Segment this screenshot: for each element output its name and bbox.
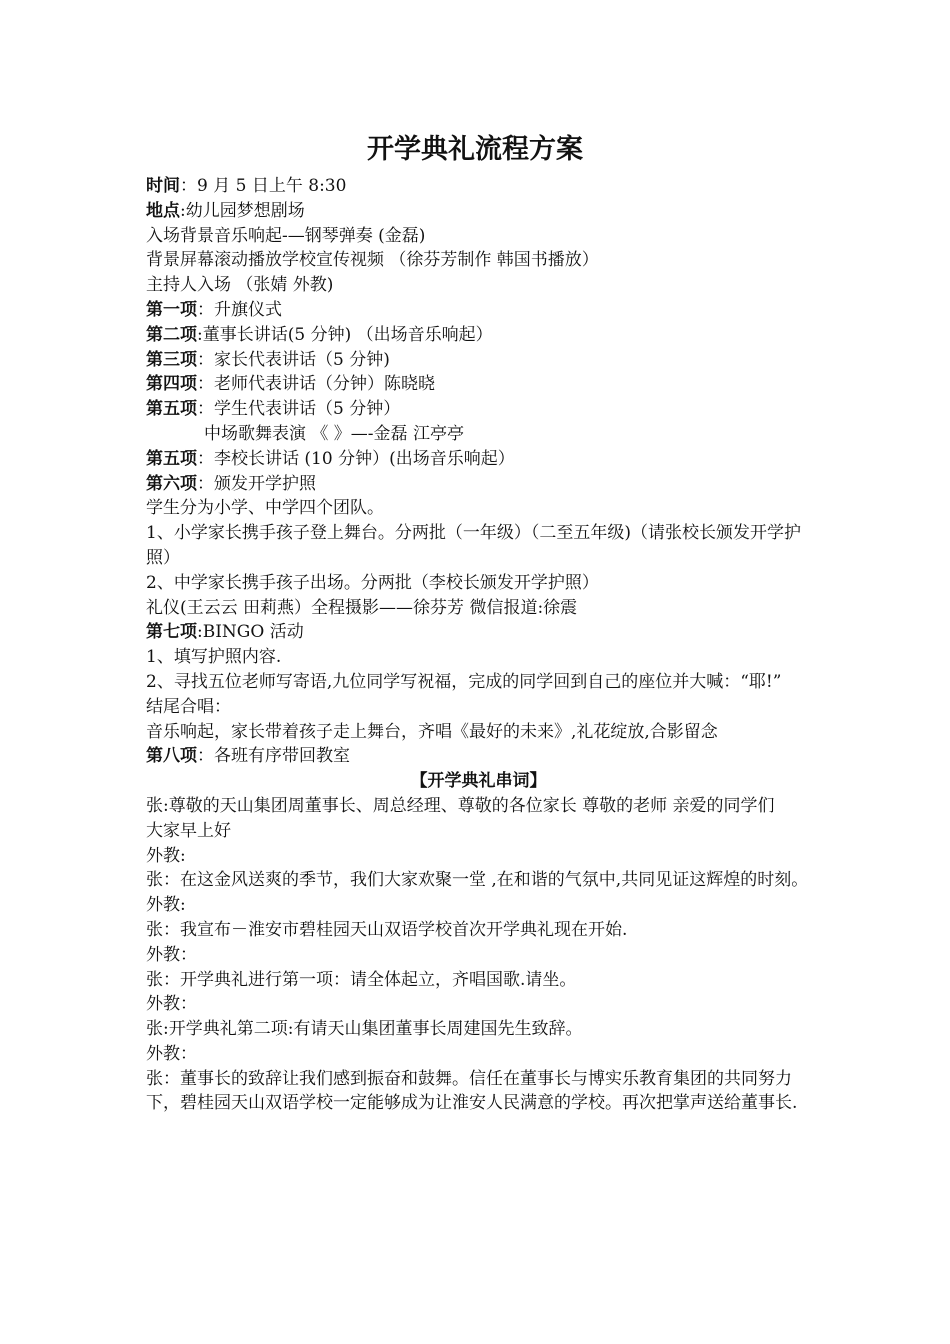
script-line: 张：董事长的致辞让我们感到振奋和鼓舞。信任在董事长与博实乐教育集团的共同努力下，碧桂园天山双语学校一定能够成为让淮安人民满意的学校。再次把掌声送给董事长. — [146, 1068, 798, 1114]
program-item-label: 第三项 — [146, 349, 197, 370]
script-line: 张：开学典礼进行第一项：请全体起立，齐唱国歌.请坐。 — [146, 969, 577, 990]
program-item-text: :董事长讲话(5 分钟) （出场音乐响起） — [197, 324, 493, 345]
script-line: 外教： — [146, 1043, 197, 1064]
program-item-3 — [146, 348, 811, 373]
script-line: 张:开学典礼第二项:有请天山集团董事长周建国先生致辞。 — [146, 1019, 583, 1040]
script-line: 外教: — [146, 845, 186, 866]
program-item-label: 第五项 — [146, 448, 197, 469]
intro-line: 入场背景音乐响起-—钢琴弹奏 (金磊) — [146, 225, 426, 246]
script-line: 外教: — [146, 895, 186, 916]
program-item-8 — [146, 744, 811, 769]
time-label: 时间 — [146, 176, 180, 196]
program-item-text: ：各班有序带回教室 — [197, 746, 350, 767]
program-item-text: :BINGO 活动 — [197, 622, 304, 643]
script-line: 外教： — [146, 944, 197, 965]
ending-title: 结尾合唱： — [146, 696, 231, 717]
mid-show-line: 中场歌舞表演 《 》—-金磊 江亭亭 — [204, 423, 464, 444]
program-item-label: 第八项 — [146, 746, 197, 767]
ending-text: 音乐响起，家长带着孩子走上舞台，齐唱《最好的未来》,礼花绽放,合影留念 — [146, 721, 718, 742]
program-item-text: ：老师代表讲话（分钟）陈晓晓 — [197, 374, 435, 395]
item7-detail-line: 1、填写护照内容. — [146, 647, 282, 668]
script-line: 张：在这金风送爽的季节，我们大家欢聚一堂 ,在和谐的气氛中,共同见证这辉煌的时刻。 — [146, 870, 809, 891]
program-item-text: ：颁发开学护照 — [197, 473, 316, 494]
program-item-label: 第四项 — [146, 374, 197, 395]
program-item-text: ：升旗仪式 — [197, 299, 282, 320]
time-value: ：9 月 5 日上午 8:30 — [180, 176, 347, 196]
script-line: 外教： — [146, 994, 197, 1015]
program-item-text: ：学生代表讲话（5 分钟） — [197, 399, 401, 420]
item6-detail-line: 2、中学家长携手孩子出场。分两批（李校长颁发开学护照） — [146, 572, 599, 593]
program-item-5 — [146, 397, 811, 422]
document-body — [146, 174, 811, 1116]
script-line: 张：我宣布－淮安市碧桂园天山双语学校首次开学典礼现在开始. — [146, 919, 628, 940]
program-item-label: 第六项 — [146, 473, 197, 494]
program-item-7 — [146, 620, 811, 645]
script-line: 大家早上好 — [146, 820, 231, 841]
place-label: 地点 — [146, 200, 180, 221]
item6-detail-line: 礼仪(王云云 田莉燕）全程摄影——徐芬芳 微信报道:徐震 — [146, 597, 578, 618]
program-item-5b — [146, 447, 811, 472]
time-line — [146, 174, 811, 199]
script-line: 张:尊敬的天山集团周董事长、周总经理、尊敬的各位家长 尊敬的老师 亲爱的同学们 — [146, 795, 775, 816]
intro-line: 主持人入场 （张婧 外教) — [146, 275, 334, 296]
program-item-label: 第二项 — [146, 324, 197, 345]
program-item-6 — [146, 472, 811, 497]
script-heading: 【开学典礼串词】 — [410, 771, 547, 792]
place-line — [146, 199, 811, 224]
program-item-text: ：李校长讲话 (10 分钟）(出场音乐响起） — [197, 448, 515, 469]
item6-detail-line: 学生分为小学、中学四个团队。 — [146, 498, 384, 519]
document-title: 开学典礼流程方案 — [367, 134, 583, 165]
program-item-text: ：家长代表讲话（5 分钟) — [197, 349, 390, 370]
program-item-4 — [146, 372, 811, 397]
program-item-label: 第七项 — [146, 622, 197, 643]
program-item-1 — [146, 298, 811, 323]
item6-detail-line: 1、小学家长携手孩子登上舞台。分两批（一年级）（二至五年级)（请张校长颁发开学护照） — [146, 523, 801, 568]
program-item-2 — [146, 323, 811, 348]
item7-detail-line: 2、寻找五位老师写寄语,九位同学写祝福，完成的同学回到自己的座位并大喊：“耶!” — [146, 671, 782, 692]
program-item-label: 第五项 — [146, 399, 197, 420]
intro-line: 背景屏幕滚动播放学校宣传视频 （徐芬芳制作 韩国书播放） — [146, 250, 599, 271]
program-item-label: 第一项 — [146, 299, 197, 320]
place-value: :幼儿园梦想剧场 — [180, 200, 305, 221]
